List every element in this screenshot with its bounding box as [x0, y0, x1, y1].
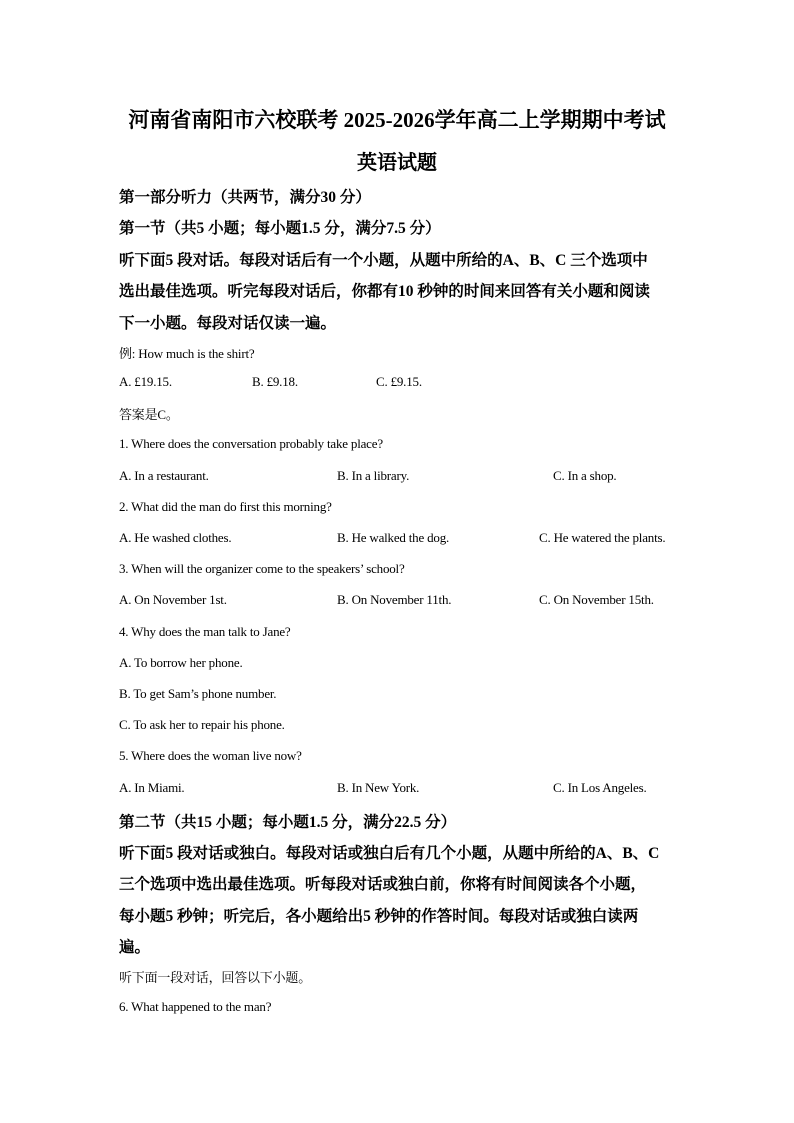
- section2-lead: 听下面一段对话，回答以下小题。: [119, 970, 312, 985]
- q5-option-a: A. In Miami.: [119, 780, 185, 795]
- q5-option-c: C. In Los Angeles.: [553, 780, 647, 795]
- example-question: 例: How much is the shirt?: [119, 346, 255, 361]
- section2-instruction-line: 遍。: [119, 939, 151, 956]
- q2-option-b: B. He walked the dog.: [337, 530, 450, 545]
- q5-option-b: B. In New York.: [337, 780, 420, 795]
- q3-option-a: A. On November 1st.: [119, 592, 227, 607]
- q3-option-b: B. On November 11th.: [337, 592, 452, 607]
- example-option-c: C. £9.15.: [376, 374, 422, 389]
- page-title: 河南省南阳市六校联考 2025-2026学年高二上学期期中考试: [128, 108, 666, 132]
- section2-instruction-line: 三个选项中选出最佳选项。听每段对话或独白前，你将有时间阅读各个小题，: [119, 876, 647, 893]
- question-5: 5. Where does the woman live now?: [119, 748, 302, 763]
- part1-heading: 第一部分听力（共两节，满分30 分）: [119, 189, 371, 206]
- question-6: 6. What happened to the man?: [119, 999, 272, 1014]
- q4-option-b: B. To get Sam’s phone number.: [119, 686, 277, 701]
- section1-instruction-line: 下一小题。每段对话仅读一遍。: [119, 315, 337, 332]
- section1-heading: 第一节（共5 小题；每小题1.5 分，满分7.5 分）: [119, 220, 441, 237]
- q3-option-c: C. On November 15th.: [539, 592, 654, 607]
- question-3: 3. When will the organizer come to the speakers’ school?: [119, 561, 405, 576]
- section2-instruction-line: 听下面5 段对话或独白。每段对话或独白后有几个小题，从题中所给的A、B、C: [119, 845, 660, 862]
- q4-option-c: C. To ask her to repair his phone.: [119, 717, 285, 732]
- q1-option-c: C. In a shop.: [553, 468, 617, 483]
- question-1: 1. Where does the conversation probably take place?: [119, 436, 383, 451]
- page-subtitle: 英语试题: [357, 152, 437, 174]
- q4-option-a: A. To borrow her phone.: [119, 655, 243, 670]
- example-answer: 答案是C。: [119, 407, 179, 422]
- example-option-a: A. £19.15.: [119, 374, 172, 389]
- question-2: 2. What did the man do first this morning?: [119, 499, 332, 514]
- q2-option-a: A. He washed clothes.: [119, 530, 232, 545]
- q1-option-b: B. In a library.: [337, 468, 410, 483]
- section1-instruction-line: 听下面5 段对话。每段对话后有一个小题，从题中所给的A、B、C 三个选项中: [119, 252, 648, 269]
- example-option-b: B. £9.18.: [252, 374, 298, 389]
- q1-option-a: A. In a restaurant.: [119, 468, 209, 483]
- section1-instruction-line: 选出最佳选项。听完每段对话后，你都有10 秒钟的时间来回答有关小题和阅读: [119, 283, 650, 300]
- question-4: 4. Why does the man talk to Jane?: [119, 624, 291, 639]
- q2-option-c: C. He watered the plants.: [539, 530, 666, 545]
- section2-instruction-line: 每小题5 秒钟；听完后，各小题给出5 秒钟的作答时间。每段对话或独白读两: [119, 908, 639, 925]
- section2-heading: 第二节（共15 小题；每小题1.5 分，满分22.5 分）: [119, 814, 457, 831]
